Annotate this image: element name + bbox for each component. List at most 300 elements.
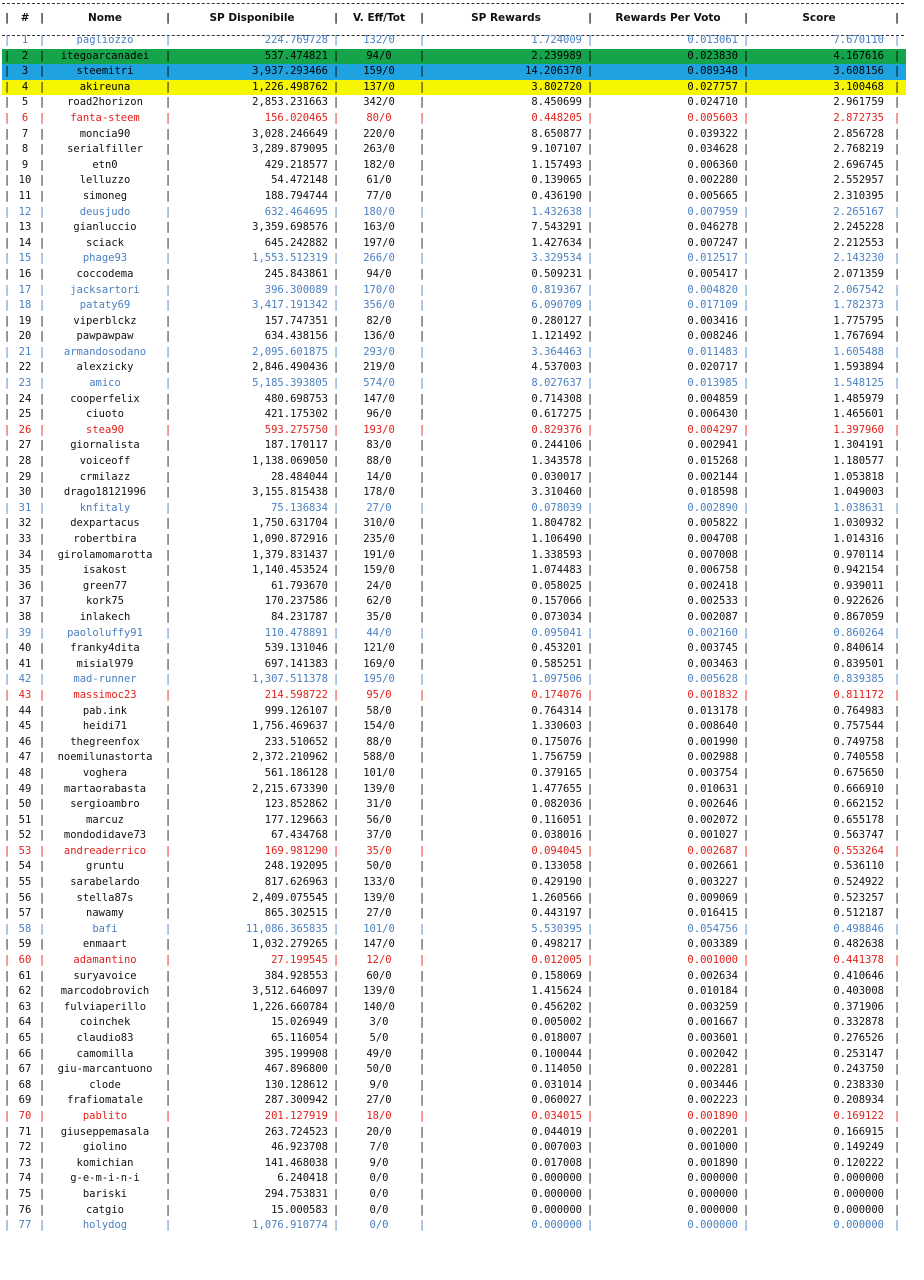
cell-rpv: 0.001000 bbox=[687, 954, 738, 967]
cell-votes: 27/0 bbox=[366, 907, 392, 920]
row-pipe: | bbox=[893, 673, 901, 686]
table-row bbox=[2, 610, 906, 626]
row-pipe: | bbox=[893, 111, 901, 124]
row-pipe: | bbox=[586, 751, 594, 764]
cell-rank: 13 bbox=[18, 221, 32, 234]
cell-name: gruntu bbox=[86, 860, 124, 873]
row-pipe: | bbox=[332, 579, 340, 592]
table-row bbox=[2, 891, 906, 907]
header-rewards: SP Rewards bbox=[471, 12, 541, 24]
row-pipe: | bbox=[586, 236, 594, 249]
table-row bbox=[2, 1156, 906, 1172]
cell-sp: 15.000583 bbox=[271, 1203, 328, 1216]
cell-sp: 3,417.191342 bbox=[252, 299, 328, 312]
cell-rewards: 3.364463 bbox=[531, 345, 582, 358]
cell-rank: 1 bbox=[21, 34, 29, 46]
row-pipe: | bbox=[3, 361, 11, 374]
row-pipe: | bbox=[3, 829, 11, 842]
cell-rewards: 0.100044 bbox=[531, 1047, 582, 1060]
cell-score: 1.548125 bbox=[833, 377, 884, 390]
row-pipe: | bbox=[742, 174, 750, 187]
row-pipe: | bbox=[893, 938, 901, 951]
row-pipe: | bbox=[332, 907, 340, 920]
cell-name: coinchek bbox=[79, 1016, 131, 1029]
cell-sp: 54.472148 bbox=[271, 174, 328, 187]
row-pipe: | bbox=[164, 673, 172, 686]
row-pipe: | bbox=[38, 969, 46, 982]
table-row bbox=[2, 1047, 906, 1063]
cell-rank: 66 bbox=[18, 1047, 32, 1060]
table-row bbox=[2, 329, 906, 345]
cell-rewards: 0.436190 bbox=[531, 189, 582, 202]
row-pipe: | bbox=[3, 267, 11, 280]
cell-rank: 7 bbox=[21, 127, 29, 140]
table-row bbox=[2, 626, 906, 642]
row-pipe: | bbox=[586, 143, 594, 156]
cell-score: 1.397960 bbox=[833, 423, 884, 436]
cell-sp: 224.769728 bbox=[264, 34, 328, 46]
cell-rank: 46 bbox=[18, 735, 32, 748]
cell-rank: 63 bbox=[18, 1000, 32, 1013]
row-pipe: | bbox=[418, 1078, 426, 1091]
row-pipe: | bbox=[893, 408, 901, 421]
cell-name: pawpawpaw bbox=[76, 330, 134, 343]
cell-rank: 43 bbox=[18, 688, 32, 701]
row-pipe: | bbox=[742, 1187, 750, 1200]
cell-votes: 44/0 bbox=[366, 626, 392, 639]
cell-votes: 77/0 bbox=[366, 189, 392, 202]
cell-score: 2.143230 bbox=[833, 252, 884, 265]
row-pipe: | bbox=[164, 891, 172, 904]
cell-votes: 80/0 bbox=[366, 111, 392, 124]
cell-sp: 214.598722 bbox=[264, 688, 328, 701]
row-pipe: | bbox=[418, 876, 426, 889]
cell-name: pablito bbox=[82, 1109, 128, 1122]
cell-score: 0.839385 bbox=[833, 673, 884, 686]
cell-sp: 3,937.293466 bbox=[172, 64, 332, 80]
table-row bbox=[2, 407, 906, 423]
row-pipe: | bbox=[742, 1109, 750, 1122]
row-pipe: | bbox=[164, 938, 172, 951]
table-row bbox=[2, 688, 906, 704]
row-pipe: | bbox=[3, 1094, 11, 1107]
row-pipe: | bbox=[893, 501, 901, 514]
cell-name: thegreenfox bbox=[70, 735, 140, 748]
cell-sp: 2,372.210962 bbox=[252, 751, 328, 764]
row-pipe: | bbox=[38, 221, 46, 234]
row-pipe: | bbox=[742, 49, 750, 65]
row-pipe: | bbox=[3, 891, 11, 904]
cell-rewards: 8.650877 bbox=[531, 127, 582, 140]
row-pipe: | bbox=[332, 985, 340, 998]
row-pipe: | bbox=[742, 408, 750, 421]
row-pipe: | bbox=[332, 143, 340, 156]
row-pipe: | bbox=[742, 533, 750, 545]
row-pipe: | bbox=[893, 533, 901, 545]
row-pipe: | bbox=[418, 1063, 426, 1076]
cell-votes: 49/0 bbox=[366, 1047, 392, 1060]
table-row bbox=[2, 111, 906, 127]
row-pipe: | bbox=[418, 283, 426, 296]
cell-name: sergioambro bbox=[70, 798, 140, 811]
cell-rank: 39 bbox=[18, 626, 32, 639]
row-pipe: | bbox=[332, 439, 340, 452]
cell-rank: 12 bbox=[18, 205, 32, 218]
cell-name: claudio83 bbox=[76, 1032, 134, 1044]
cell-score: 0.757544 bbox=[833, 720, 884, 733]
row-pipe: | bbox=[3, 330, 11, 343]
cell-sp: 1,379.831437 bbox=[252, 548, 328, 561]
row-pipe: | bbox=[3, 938, 11, 951]
row-pipe: | bbox=[586, 1032, 594, 1044]
cell-rpv: 0.003446 bbox=[687, 1078, 738, 1091]
row-pipe: | bbox=[586, 891, 594, 904]
cell-sp: 263.724523 bbox=[264, 1125, 328, 1138]
row-pipe: | bbox=[418, 205, 426, 218]
cell-score: 1.049003 bbox=[833, 486, 884, 499]
row-pipe: | bbox=[38, 486, 46, 499]
row-pipe: | bbox=[742, 236, 750, 249]
row-pipe: | bbox=[332, 876, 340, 889]
row-pipe: | bbox=[742, 1047, 750, 1060]
row-pipe: | bbox=[3, 844, 11, 857]
cell-sp: 84.231787 bbox=[271, 610, 328, 623]
cell-votes: 154/0 bbox=[363, 720, 395, 733]
row-pipe: | bbox=[332, 1047, 340, 1060]
row-pipe: | bbox=[3, 766, 11, 779]
row-pipe: | bbox=[418, 1016, 426, 1029]
cell-votes: 58/0 bbox=[366, 704, 392, 717]
cell-rank: 6 bbox=[21, 111, 29, 124]
row-pipe: | bbox=[332, 735, 340, 748]
cell-votes: 132/0 bbox=[363, 34, 395, 46]
table-row bbox=[2, 859, 906, 875]
row-pipe: | bbox=[332, 610, 340, 623]
row-pipe: | bbox=[38, 361, 46, 374]
row-pipe: | bbox=[332, 595, 340, 608]
row-pipe: | bbox=[38, 1203, 46, 1216]
row-pipe: | bbox=[742, 704, 750, 717]
cell-votes: 0/0 bbox=[369, 1172, 389, 1185]
cell-votes: 61/0 bbox=[366, 174, 392, 187]
row-pipe: | bbox=[742, 657, 750, 670]
cell-name: giuseppemasala bbox=[60, 1125, 150, 1138]
row-pipe: | bbox=[893, 564, 901, 577]
cell-sp: 287.300942 bbox=[264, 1094, 328, 1107]
cell-rpv: 0.003416 bbox=[687, 314, 738, 327]
cell-rank: 42 bbox=[18, 673, 32, 686]
cell-sp: 2,846.490436 bbox=[252, 361, 328, 374]
cell-score: 2.212553 bbox=[833, 236, 884, 249]
table-row bbox=[2, 1031, 906, 1047]
row-pipe: | bbox=[38, 1078, 46, 1091]
row-pipe: | bbox=[586, 189, 594, 202]
cell-score: 0.000000 bbox=[833, 1219, 884, 1232]
cell-score: 1.605488 bbox=[833, 345, 884, 358]
row-pipe: | bbox=[332, 80, 340, 96]
row-pipe: | bbox=[332, 267, 340, 280]
cell-rank: 55 bbox=[18, 876, 32, 889]
cell-name: marcodobrovich bbox=[60, 985, 150, 998]
row-pipe: | bbox=[418, 189, 426, 202]
row-pipe: | bbox=[586, 876, 594, 889]
row-pipe: | bbox=[38, 267, 46, 280]
cell-votes: 50/0 bbox=[366, 1063, 392, 1076]
cell-rpv: 0.002941 bbox=[687, 439, 738, 452]
row-pipe: | bbox=[893, 1219, 901, 1232]
row-pipe: | bbox=[586, 907, 594, 920]
cell-votes: 197/0 bbox=[363, 236, 395, 249]
cell-name: suryavoice bbox=[73, 969, 137, 982]
row-pipe: | bbox=[586, 548, 594, 561]
table-row bbox=[2, 594, 906, 610]
row-pipe: | bbox=[164, 423, 172, 436]
row-pipe: | bbox=[332, 720, 340, 733]
cell-name: sarabelardo bbox=[70, 876, 140, 889]
row-pipe: | bbox=[332, 1125, 340, 1138]
row-pipe: | bbox=[3, 626, 11, 639]
row-pipe: | bbox=[332, 470, 340, 483]
row-pipe: | bbox=[38, 205, 46, 218]
row-pipe: | bbox=[418, 922, 426, 935]
row-pipe: | bbox=[418, 735, 426, 748]
cell-name: adamantino bbox=[73, 954, 137, 967]
row-pipe: | bbox=[893, 704, 901, 717]
row-pipe: | bbox=[742, 345, 750, 358]
cell-name: viperblckz bbox=[73, 314, 137, 327]
row-pipe: | bbox=[586, 657, 594, 670]
row-pipe: | bbox=[893, 439, 901, 452]
cell-rewards: 1.157493 bbox=[531, 158, 582, 171]
header-pipe: | bbox=[588, 12, 592, 24]
row-pipe: | bbox=[3, 533, 11, 545]
cell-score: 0.764983 bbox=[833, 704, 884, 717]
cell-rank: 25 bbox=[18, 408, 32, 421]
cell-rewards: 0.018007 bbox=[531, 1032, 582, 1044]
cell-name: amico bbox=[89, 377, 121, 390]
cell-sp: 27.199545 bbox=[271, 954, 328, 967]
cell-score: 1.767694 bbox=[833, 330, 884, 343]
cell-score: 0.120222 bbox=[833, 1156, 884, 1169]
row-pipe: | bbox=[893, 299, 901, 312]
row-pipe: | bbox=[888, 80, 906, 96]
row-pipe: | bbox=[38, 1141, 46, 1154]
row-pipe: | bbox=[164, 1109, 172, 1122]
row-pipe: | bbox=[742, 1078, 750, 1091]
row-pipe: | bbox=[332, 782, 340, 795]
table-row bbox=[2, 579, 906, 595]
row-pipe: | bbox=[586, 673, 594, 686]
row-pipe: | bbox=[742, 127, 750, 140]
cell-rewards: 4.537003 bbox=[531, 361, 582, 374]
row-pipe: | bbox=[742, 860, 750, 873]
table-row bbox=[2, 283, 906, 299]
row-pipe: | bbox=[164, 860, 172, 873]
row-pipe: | bbox=[742, 985, 750, 998]
row-pipe: | bbox=[3, 1047, 11, 1060]
cell-rpv: 0.010184 bbox=[687, 985, 738, 998]
table-row bbox=[2, 1015, 906, 1031]
row-pipe: | bbox=[742, 782, 750, 795]
row-pipe: | bbox=[38, 1032, 46, 1044]
row-pipe: | bbox=[742, 1125, 750, 1138]
cell-sp: 169.981290 bbox=[264, 844, 328, 857]
cell-rpv: 0.004820 bbox=[687, 283, 738, 296]
row-pipe: | bbox=[3, 688, 11, 701]
cell-score: 0.498846 bbox=[833, 922, 884, 935]
cell-name: camomilla bbox=[76, 1047, 134, 1060]
row-pipe: | bbox=[742, 969, 750, 982]
cell-name: frafiomatale bbox=[67, 1094, 143, 1107]
cell-name: green77 bbox=[82, 579, 128, 592]
table-row bbox=[2, 236, 906, 252]
cell-name: andreaderrico bbox=[63, 844, 147, 857]
row-pipe: | bbox=[893, 1172, 901, 1185]
cell-rpv: 0.046278 bbox=[687, 221, 738, 234]
row-pipe: | bbox=[586, 610, 594, 623]
cell-rank: 8 bbox=[21, 143, 29, 156]
row-pipe: | bbox=[418, 969, 426, 982]
row-pipe: | bbox=[3, 283, 11, 296]
cell-rank: 19 bbox=[18, 314, 32, 327]
row-pipe: | bbox=[893, 688, 901, 701]
cell-votes: 62/0 bbox=[366, 595, 392, 608]
row-pipe: | bbox=[742, 720, 750, 733]
cell-sp: 188.794744 bbox=[264, 189, 328, 202]
row-pipe: | bbox=[586, 377, 594, 390]
row-pipe: | bbox=[742, 423, 750, 436]
header-name: Nome bbox=[87, 12, 123, 24]
cell-score: 2.071359 bbox=[833, 267, 884, 280]
table-row bbox=[2, 735, 906, 751]
table-row bbox=[2, 1140, 906, 1156]
table-row bbox=[2, 657, 906, 673]
row-pipe: | bbox=[332, 486, 340, 499]
row-pipe: | bbox=[418, 985, 426, 998]
row-pipe: | bbox=[742, 891, 750, 904]
row-pipe: | bbox=[38, 595, 46, 608]
row-pipe: | bbox=[418, 470, 426, 483]
cell-votes: 9/0 bbox=[369, 1156, 389, 1169]
cell-sp: 2,215.673390 bbox=[252, 782, 328, 795]
cell-score: 0.563747 bbox=[833, 829, 884, 842]
cell-rewards: 1.343578 bbox=[531, 455, 582, 468]
row-pipe: | bbox=[742, 1203, 750, 1216]
cell-rpv: 0.003754 bbox=[687, 766, 738, 779]
cell-name: giolino bbox=[82, 1141, 128, 1154]
row-pipe: | bbox=[586, 1016, 594, 1029]
row-pipe: | bbox=[893, 829, 901, 842]
cell-rank: 27 bbox=[18, 439, 32, 452]
cell-score: 0.939011 bbox=[833, 579, 884, 592]
cell-votes: 31/0 bbox=[366, 798, 392, 811]
row-pipe: | bbox=[586, 158, 594, 171]
cell-score: 0.867059 bbox=[833, 610, 884, 623]
cell-name: g-e-m-i-n-i bbox=[70, 1172, 140, 1185]
cell-sp: 187.170117 bbox=[264, 439, 328, 452]
cell-sp: 1,090.872916 bbox=[252, 533, 328, 545]
row-pipe: | bbox=[164, 548, 172, 561]
row-pipe: | bbox=[742, 111, 750, 124]
cell-rewards: 0.058025 bbox=[531, 579, 582, 592]
cell-score: 0.536110 bbox=[833, 860, 884, 873]
cell-rewards: 1.756759 bbox=[531, 751, 582, 764]
row-pipe: | bbox=[332, 174, 340, 187]
cell-sp: 865.302515 bbox=[264, 907, 328, 920]
row-pipe: | bbox=[3, 1141, 11, 1154]
row-pipe: | bbox=[332, 860, 340, 873]
cell-votes: 5/0 bbox=[369, 1032, 389, 1044]
row-pipe: | bbox=[893, 657, 901, 670]
row-pipe: | bbox=[38, 922, 46, 935]
row-pipe: | bbox=[418, 174, 426, 187]
row-pipe: | bbox=[3, 907, 11, 920]
cell-rank: 30 bbox=[18, 486, 32, 499]
cell-score: 1.053818 bbox=[833, 470, 884, 483]
row-pipe: | bbox=[38, 127, 46, 140]
cell-sp: 3,028.246649 bbox=[252, 127, 328, 140]
cell-votes: 219/0 bbox=[363, 361, 395, 374]
row-pipe: | bbox=[38, 252, 46, 265]
cell-votes: 0/0 bbox=[369, 1187, 389, 1200]
cell-sp: 15.026949 bbox=[271, 1016, 328, 1029]
row-pipe: | bbox=[893, 720, 901, 733]
row-pipe: | bbox=[893, 345, 901, 358]
cell-score: 3.100468 bbox=[750, 80, 888, 96]
cell-name: voghera bbox=[82, 766, 128, 779]
cell-rpv: 0.003745 bbox=[687, 642, 738, 655]
table-row bbox=[2, 345, 906, 361]
cell-rpv: 0.002042 bbox=[687, 1047, 738, 1060]
cell-score: 2.265167 bbox=[833, 205, 884, 218]
row-pipe: | bbox=[3, 252, 11, 265]
table-header-row bbox=[2, 3, 906, 33]
cell-rewards: 0.133058 bbox=[531, 860, 582, 873]
cell-rank: 52 bbox=[18, 829, 32, 842]
row-pipe: | bbox=[586, 969, 594, 982]
table-row bbox=[2, 1125, 906, 1141]
cell-rpv: 0.002160 bbox=[687, 626, 738, 639]
row-pipe: | bbox=[332, 221, 340, 234]
cell-rewards: 3.802720 bbox=[426, 80, 586, 96]
cell-score: 0.922626 bbox=[833, 595, 884, 608]
row-pipe: | bbox=[742, 470, 750, 483]
cell-sp: 130.128612 bbox=[264, 1078, 328, 1091]
cell-rank: 22 bbox=[18, 361, 32, 374]
cell-rank: 48 bbox=[18, 766, 32, 779]
cell-rewards: 0.764314 bbox=[531, 704, 582, 717]
cell-score: 2.310395 bbox=[833, 189, 884, 202]
row-pipe: | bbox=[38, 642, 46, 655]
row-pipe: | bbox=[3, 377, 11, 390]
row-pipe: | bbox=[38, 704, 46, 717]
row-pipe: | bbox=[164, 267, 172, 280]
cell-score: 2.696745 bbox=[833, 158, 884, 171]
row-pipe: | bbox=[164, 377, 172, 390]
table-row bbox=[2, 251, 906, 267]
table-row bbox=[2, 1218, 906, 1234]
table-row bbox=[2, 906, 906, 922]
row-pipe: | bbox=[164, 96, 172, 109]
cell-score: 2.067542 bbox=[833, 283, 884, 296]
cell-votes: 139/0 bbox=[363, 985, 395, 998]
row-pipe: | bbox=[38, 377, 46, 390]
cell-rewards: 1.427634 bbox=[531, 236, 582, 249]
cell-sp: 233.510652 bbox=[264, 735, 328, 748]
row-pipe: | bbox=[742, 34, 750, 46]
row-pipe: | bbox=[332, 891, 340, 904]
row-pipe: | bbox=[586, 1047, 594, 1060]
